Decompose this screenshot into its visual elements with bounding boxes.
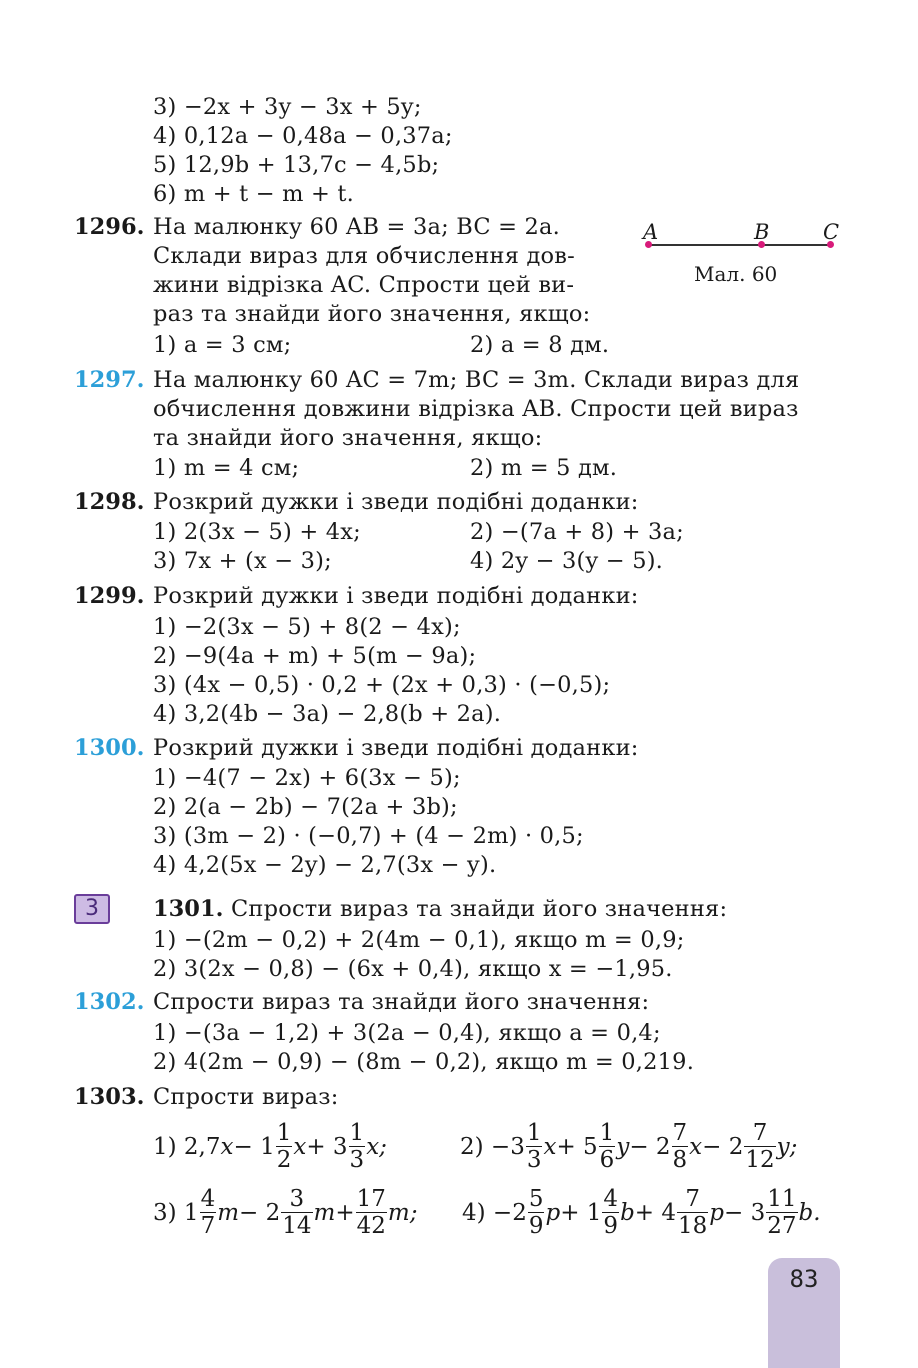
fraction: 4 9 [603,1186,619,1239]
exercise-item: 2) 4(2m − 0,9) − (8m − 0,2), якщо m = 0,219. [153,1049,695,1075]
exercise-item: 4) 0,12a − 0,48a − 0,37a; [153,123,453,149]
exercise-option: 1) 2(3x − 5) + 4x; [153,519,361,545]
exercise-number-1298: 1298. [74,489,145,515]
exercise-option: 2) a = 8 дм. [470,332,610,358]
exercise-item: 6) m + t − m + t. [153,181,355,207]
exercise-text: Розкрий дужки і зведи подібні доданки: [153,583,639,609]
exercise-text: Спрости вираз та знайди його значення: [231,896,728,922]
exercise-item: 3) (4x − 0,5) · 0,2 + (2x + 0,3) · (−0,5); [153,672,611,698]
exercise-item: 4) 3,2(4b − 3a) − 2,8(b + 2a). [153,701,502,727]
exercise-text: обчислення довжини відрізка AB. Спрости цей вираз [153,396,799,422]
fraction: 1 6 [599,1120,615,1173]
fraction: 1 2 [276,1120,292,1173]
fraction: 4 7 [200,1186,216,1239]
exercise-number-1302: 1302. [74,989,145,1015]
fraction: $\frac{17}{42}$ [356,1186,386,1239]
expression-4: 4) −2 5 9 p + 1 4 9 b + 4 7 18 p − 3 11 27 b. [462,1186,821,1239]
fraction: 7 8 [672,1120,688,1173]
expression-1: 1) 2,7 x − 1 1 2 x + 3 1 3 x; [153,1120,387,1173]
exercise-text: На малюнку 60 AC = 7m; BC = 3m. Склади вираз для [153,367,800,393]
exercise-number-1299: 1299. [74,583,145,609]
exercise-option: 3) 7x + (x − 3); [153,548,332,574]
exercise-item: 1) −2(3x − 5) + 8(2 − 4x); [153,614,461,640]
exercise-item: 2) 2(a − 2b) − 7(2a + 3b); [153,794,458,820]
expression-2: 2) −3 1 3 x + 5 1 6 y − 2 7 8 x − 2 7 12 y; [460,1120,798,1173]
exercise-option: 2) m = 5 дм. [470,455,618,481]
fraction: 3 14 [282,1186,312,1239]
fraction: 11 27 [767,1186,797,1239]
exercise-text: жини відрізка AC. Спрости цей ви- [153,272,575,298]
page-number: 83 [789,1265,819,1293]
exercise-option: 1) m = 4 см; [153,455,300,481]
fraction: 5 9 [528,1186,544,1239]
point-c-label: C [823,220,840,244]
exercise-number-1297: 1297. [74,367,145,393]
exercise-text: та знайди його значення, якщо: [153,425,543,451]
point-b-label: B [754,220,770,244]
exercise-text: Розкрий дужки і зведи подібні доданки: [153,735,639,761]
exercise-text: На малюнку 60 AB = 3a; BC = 2a. [153,214,561,240]
expression-3: 3) 1 4 7 m − 2 3 14 m + $\frac{17}{42}$ m; [153,1186,418,1239]
exercise-number-1303: 1303. [74,1084,145,1110]
exercise-option: 4) 2y − 3(y − 5). [470,548,664,574]
exercise-item: 1) −(2m − 0,2) + 2(4m − 0,1), якщо m = 0,9; [153,927,685,953]
exercise-text: Склади вираз для обчислення дов- [153,243,575,269]
exercise-option: 1) a = 3 см; [153,332,292,358]
figure-caption: Мал. 60 [694,262,778,286]
point-a-label: A [643,220,659,244]
exercise-number-1300: 1300. [74,735,145,761]
exercise-number-1296: 1296. [74,214,145,240]
fraction: 1 3 [349,1120,365,1173]
exercise-item: 1) −4(7 − 2x) + 6(3x − 5); [153,765,461,791]
exercise-item: 3) −2x + 3y − 3x + 5y; [153,94,422,120]
exercise-item: 4) 4,2(5x − 2y) − 2,7(3x − y). [153,852,497,878]
difficulty-level-badge: 3 [74,894,110,924]
exercise-text: Спрости вираз та знайди його значення: [153,989,650,1015]
exercise-text: Розкрий дужки і зведи подібні доданки: [153,489,639,515]
fraction: 1 3 [526,1120,542,1173]
exercise-number-1301: 1301. [153,896,224,922]
segment-ac [648,244,832,246]
exercise-item: 2) −9(4a + m) + 5(m − 9a); [153,643,477,669]
exercise-item: 1) −(3a − 1,2) + 3(2a − 0,4), якщо a = 0,4; [153,1020,661,1046]
exercise-item: 2) 3(2x − 0,8) − (6x + 0,4), якщо x = −1,95. [153,956,673,982]
exercise-item: 5) 12,9b + 13,7c − 4,5b; [153,152,440,178]
fraction: 7 12 [745,1120,775,1173]
exercise-text: раз та знайди його значення, якщо: [153,301,591,327]
fraction: 7 18 [678,1186,708,1239]
exercise-text: Спрости вираз: [153,1084,339,1110]
exercise-option: 2) −(7a + 8) + 3a; [470,519,684,545]
exercise-item: 3) (3m − 2) · (−0,7) + (4 − 2m) · 0,5; [153,823,584,849]
